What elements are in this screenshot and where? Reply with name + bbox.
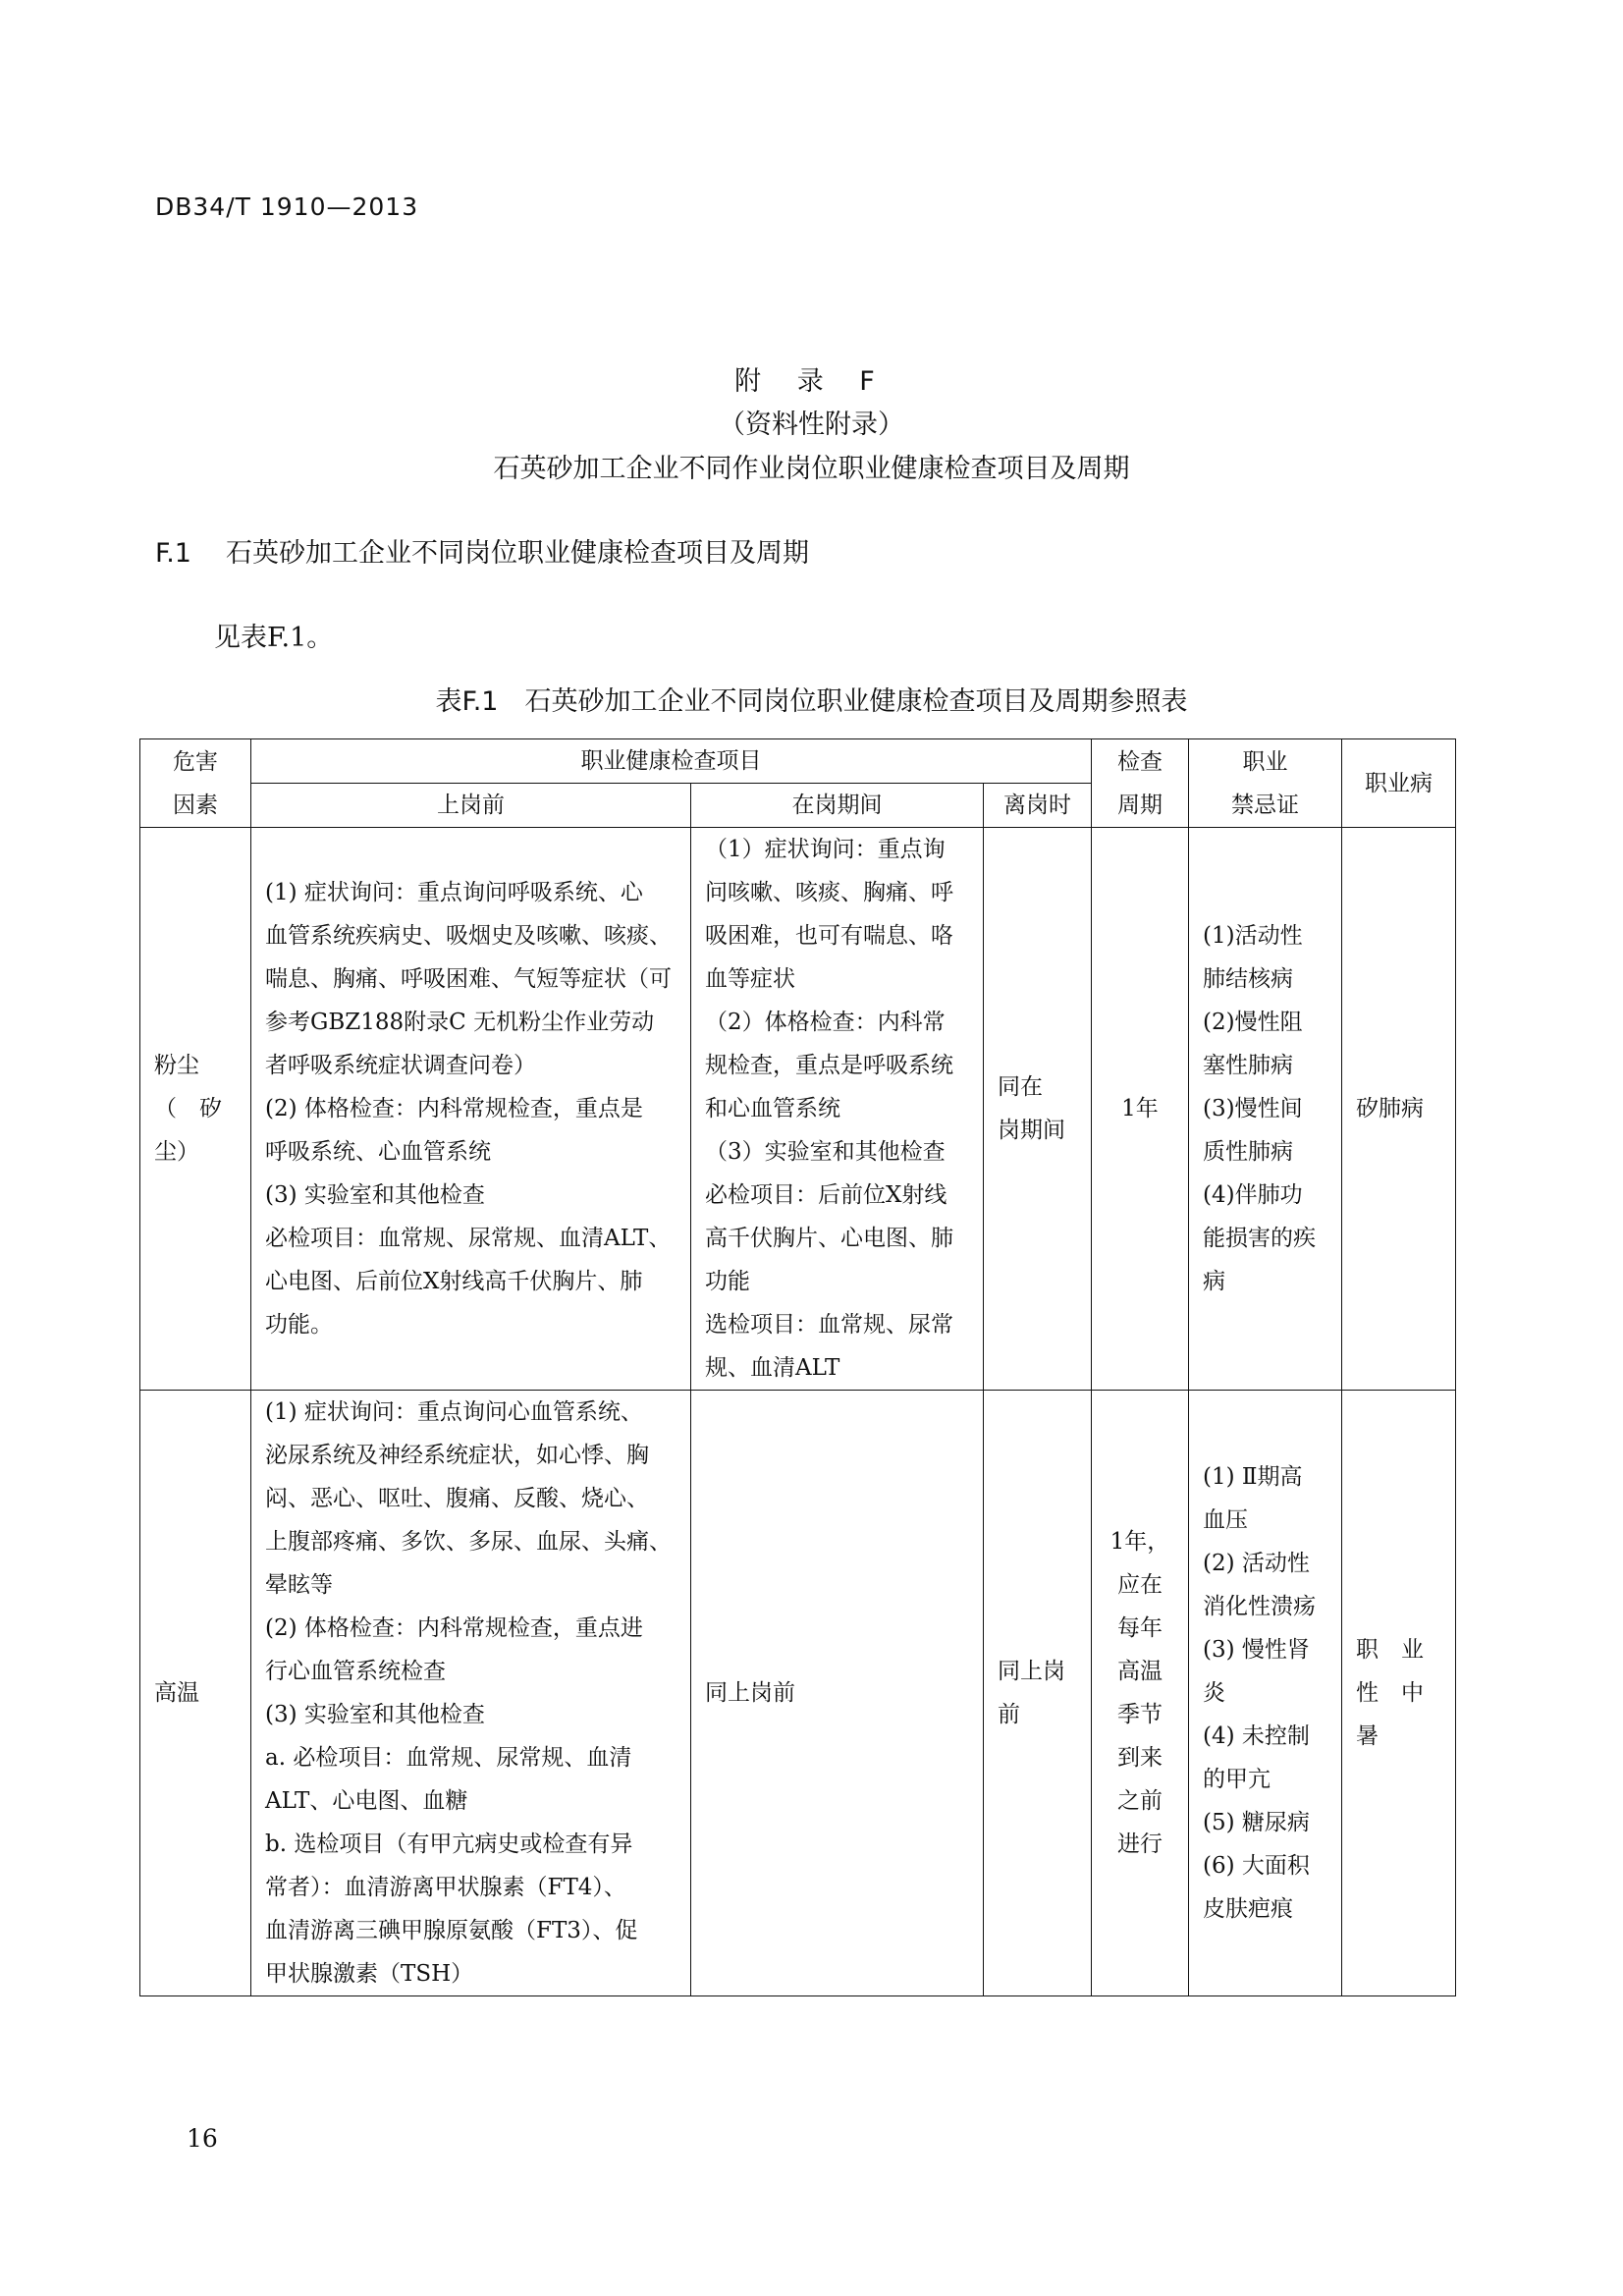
cell-line: a. 必检项目：血常规、尿常规、血清: [265, 1745, 632, 1771]
leaving-cell: [984, 1391, 1092, 1996]
cell-line: 泌尿系统及神经系统症状，如心悸、胸: [265, 1443, 649, 1468]
standard-code: DB34/T 1910—2013: [155, 192, 419, 221]
cell-line: (6) 大面积: [1203, 1853, 1310, 1879]
cell-line: 和心血管系统: [705, 1096, 840, 1121]
on-job-cell: [691, 1391, 984, 1996]
cell-line: 必检项目：血常规、尿常规、血清ALT、: [265, 1226, 672, 1251]
section-number: F.1: [155, 538, 191, 569]
table-header-row: [140, 739, 1456, 784]
cell-line: 问咳嗽、咳痰、胸痛、呼: [705, 880, 953, 905]
cell-line: 塞性肺病: [1203, 1053, 1293, 1078]
cell-line: 的甲亢: [1203, 1767, 1271, 1792]
cell-line: 之前: [1117, 1788, 1163, 1814]
cell-line: （2）体格检查：内科常: [705, 1010, 946, 1035]
cell-line: 血等症状: [705, 966, 795, 992]
cell-line: 闷、恶心、呕吐、腹痛、反酸、烧心、: [265, 1486, 649, 1511]
cell-line: 同在: [998, 1074, 1043, 1100]
table-reference: 见表F.1。: [214, 623, 334, 653]
cell-line: 粉尘: [154, 1053, 199, 1078]
cell-line: ALT、心电图、血糖: [265, 1788, 468, 1814]
cell-line: 季节: [1117, 1702, 1163, 1727]
cell-line: 规、血清ALT: [705, 1355, 840, 1381]
cell-line: 功能: [705, 1269, 750, 1294]
cell-line: 职业: [1242, 748, 1288, 775]
period-cell: [1092, 828, 1189, 1391]
cell-line: (4) 未控制: [1203, 1723, 1310, 1749]
cell-line: (1) 症状询问：重点询问心血管系统、: [265, 1399, 643, 1425]
cell-line: (3) 实验室和其他检查: [265, 1182, 485, 1208]
cell-line: 上腹部疼痛、多饮、多尿、血尿、头痛、: [265, 1529, 672, 1555]
header-exam-items: 职业健康检查项目: [251, 739, 1092, 784]
on-job-cell: [691, 828, 984, 1391]
section-heading: [155, 531, 809, 570]
cell-line: 前: [998, 1702, 1020, 1727]
header-pre-job: 上岗前: [251, 784, 691, 828]
cell-line: 高千伏胸片、心电图、肺: [705, 1226, 953, 1251]
cell-line: 者呼吸系统症状调查问卷）: [265, 1053, 536, 1078]
cell-line: 肺结核病: [1203, 966, 1293, 992]
header-leaving: 离岗时: [984, 784, 1092, 828]
cell-line: (4)伴肺功: [1203, 1182, 1303, 1208]
cell-line: (3) 实验室和其他检查: [265, 1702, 485, 1727]
pre-job-cell: [251, 828, 691, 1391]
cell-line: 消化性溃疡: [1203, 1594, 1316, 1619]
cell-line: 岗期间: [998, 1118, 1065, 1143]
cell-line: (1) 症状询问：重点询问呼吸系统、心: [265, 880, 643, 905]
period-cell: [1092, 1391, 1189, 1996]
cell-line: (2)慢性阻: [1203, 1010, 1303, 1035]
cell-line: 规检查，重点是呼吸系统: [705, 1053, 953, 1078]
cell-line: 血清游离三碘甲腺原氨酸（FT3）、促: [265, 1918, 638, 1943]
cell-line: 高温: [1117, 1659, 1163, 1684]
cell-line: （1）症状询问：重点询: [705, 837, 946, 862]
cell-line: (2) 活动性: [1203, 1551, 1310, 1576]
header-period: [1092, 739, 1189, 828]
cell-line: 尘）: [154, 1139, 199, 1165]
cell-line: (1)活动性: [1203, 923, 1303, 949]
cell-line: 危害: [173, 748, 218, 775]
cell-line: 血压: [1203, 1507, 1248, 1533]
leaving-cell: [984, 828, 1092, 1391]
table-row: [140, 1391, 1456, 1996]
cell-line: 晕眩等: [265, 1572, 333, 1598]
cell-line: 皮肤疤痕: [1203, 1896, 1293, 1922]
header-hazard: [140, 739, 251, 828]
cell-line: (2) 体格检查：内科常规检查，重点是: [265, 1096, 643, 1121]
cell-line: 应在: [1117, 1572, 1163, 1598]
cell-line: 1年: [1121, 1096, 1159, 1121]
hazard-cell: [140, 1391, 251, 1996]
cell-line: 心电图、后前位X射线高千伏胸片、肺: [265, 1269, 643, 1294]
disease-cell: [1342, 828, 1456, 1391]
cell-line: 能损害的疾: [1203, 1226, 1316, 1251]
cell-line: (2) 体格检查：内科常规检查，重点进: [265, 1615, 643, 1641]
header-disease: 职业病: [1342, 739, 1456, 828]
cell-line: (1) Ⅱ期高: [1203, 1464, 1303, 1490]
pre-job-cell: [251, 1391, 691, 1996]
cell-line: 每年: [1117, 1615, 1163, 1641]
exam-reference-table: [139, 738, 1456, 1996]
section-title: 石英砂加工企业不同岗位职业健康检查项目及周期: [226, 538, 809, 569]
cell-line: 进行: [1117, 1831, 1163, 1857]
cell-line: 矽肺病: [1356, 1096, 1424, 1121]
contraindication-cell: [1189, 828, 1342, 1391]
cell-line: 暑: [1356, 1723, 1379, 1749]
cell-line: 因素: [173, 792, 218, 818]
cell-line: 血管系统疾病史、吸烟史及咳嗽、咳痰、: [265, 923, 672, 949]
cell-line: 吸困难，也可有喘息、咯: [705, 923, 953, 949]
cell-line: （3）实验室和其他检查: [705, 1139, 946, 1165]
cell-line: 常者）：血清游离甲状腺素（FT4）、: [265, 1875, 626, 1900]
cell-line: 喘息、胸痛、呼吸困难、气短等症状（可: [265, 966, 672, 992]
appendix-type: （资料性附录）: [719, 410, 904, 440]
cell-line: b. 选检项目（有甲亢病史或检查有异: [265, 1831, 633, 1857]
cell-line: 职 业: [1356, 1637, 1424, 1663]
appendix-title: 石英砂加工企业不同作业岗位职业健康检查项目及周期: [493, 454, 1130, 484]
cell-line: (5) 糖尿病: [1203, 1810, 1310, 1835]
hazard-cell: [140, 828, 251, 1391]
table-title: 表F.1 石英砂加工企业不同岗位职业健康检查项目及周期参照表: [435, 686, 1188, 717]
cell-line: 病: [1203, 1269, 1225, 1294]
cell-line: 同上岗前: [705, 1680, 795, 1706]
cell-line: 到来: [1117, 1745, 1163, 1771]
cell-line: 选检项目：血常规、尿常: [705, 1312, 953, 1338]
cell-line: 同上岗: [998, 1659, 1065, 1684]
cell-line: 周期: [1117, 792, 1163, 818]
cell-line: 1年，: [1109, 1529, 1170, 1555]
header-contraindication: [1189, 739, 1342, 828]
contraindication-cell: [1189, 1391, 1342, 1996]
cell-line: 甲状腺激素（TSH）: [265, 1961, 474, 1987]
cell-line: 检查: [1117, 748, 1163, 775]
page-number: 16: [187, 2124, 218, 2153]
table-row: [140, 828, 1456, 1391]
cell-line: 性 中: [1356, 1680, 1424, 1706]
cell-line: 呼吸系统、心血管系统: [265, 1139, 491, 1165]
cell-line: (3)慢性间: [1203, 1096, 1303, 1121]
cell-line: 必检项目：后前位X射线: [705, 1182, 947, 1208]
cell-line: （ 矽: [154, 1096, 222, 1121]
cell-line: 质性肺病: [1203, 1139, 1293, 1165]
cell-line: 行心血管系统检查: [265, 1659, 446, 1684]
cell-line: 禁忌证: [1231, 792, 1299, 818]
cell-line: 功能。: [265, 1312, 333, 1338]
disease-cell: [1342, 1391, 1456, 1996]
cell-line: 参考GBZ188附录C 无机粉尘作业劳动: [265, 1010, 655, 1035]
cell-line: 高温: [154, 1680, 199, 1706]
header-on-job: 在岗期间: [691, 784, 984, 828]
cell-line: (3) 慢性肾: [1203, 1637, 1310, 1663]
appendix-label: 附 录 F: [734, 366, 889, 397]
cell-line: 炎: [1203, 1680, 1225, 1706]
